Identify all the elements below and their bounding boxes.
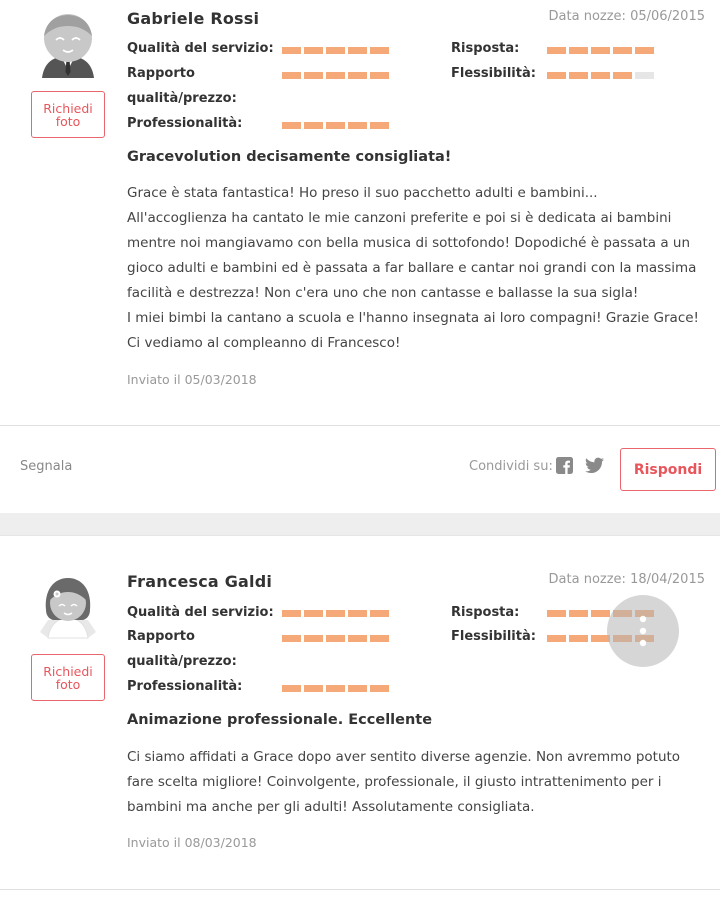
rating-segment — [348, 122, 367, 129]
rating-segment — [547, 47, 566, 54]
rating-bar-value — [282, 635, 389, 642]
wedding-date: Data nozze: 18/04/2015 — [548, 572, 705, 587]
review-paragraph: Ci siamo affidati a Grace dopo aver sentito diverse agenzie. Non avremmo potuto fare scelta migliore! Coinvolgente, professionale, il giusto intrattenimento per i bambini ma anche per gli adulti! Assolutamente consigliata. — [127, 749, 681, 815]
rating-segment — [326, 685, 345, 692]
rating-label-flexibility: Flessibilità: — [451, 66, 536, 81]
rating-segment — [370, 685, 389, 692]
rating-bar-value — [282, 72, 389, 79]
review-body — [127, 745, 699, 820]
rating-segment — [635, 72, 654, 79]
rating-segment — [326, 122, 345, 129]
review-card — [0, 535, 720, 890]
rating-segment — [348, 635, 367, 642]
rating-segment — [282, 122, 301, 129]
rating-segment — [304, 122, 323, 129]
rating-segment — [304, 72, 323, 79]
share-label: Condividi su: — [469, 459, 553, 474]
rating-segment — [370, 610, 389, 617]
rating-label-value-line1: Rapporto — [127, 66, 195, 81]
rating-label-quality: Qualità del servizio: — [127, 41, 274, 56]
rating-bar-quality — [282, 47, 389, 54]
request-photo-button[interactable]: Richiedi foto — [31, 654, 105, 701]
review-body — [127, 181, 699, 356]
rating-bar-response — [547, 47, 654, 54]
rating-segment — [326, 47, 345, 54]
rating-segment — [591, 47, 610, 54]
rating-segment — [282, 685, 301, 692]
rating-segment — [304, 685, 323, 692]
rating-label-quality: Qualità del servizio: — [127, 605, 274, 620]
reviewer-name: Francesca Galdi — [127, 572, 273, 591]
rating-bar-flexibility — [547, 72, 654, 79]
rating-segment — [569, 635, 588, 642]
rating-label-professionalism: Professionalità: — [127, 679, 243, 694]
rating-label-response: Risposta: — [451, 41, 520, 56]
rating-segment — [569, 610, 588, 617]
rating-segment — [591, 72, 610, 79]
rating-label-value-line1: Rapporto — [127, 629, 195, 644]
rating-segment — [282, 47, 301, 54]
rating-segment — [348, 72, 367, 79]
rating-segment — [348, 685, 367, 692]
rating-segment — [370, 47, 389, 54]
rating-segment — [326, 610, 345, 617]
rating-segment — [547, 635, 566, 642]
rating-segment — [613, 72, 632, 79]
rating-bar-professionalism — [282, 685, 389, 692]
rating-segment — [326, 72, 345, 79]
rating-segment — [282, 635, 301, 642]
sent-date: Inviato il 05/03/2018 — [127, 372, 257, 387]
rating-segment — [326, 635, 345, 642]
rating-segment — [370, 122, 389, 129]
review-separator — [0, 513, 720, 535]
twitter-icon[interactable] — [585, 457, 604, 474]
review-paragraph: Grace è stata fantastica! Ho preso il suo pacchetto adulti e bambini... All'accoglienza ha cantato le mie canzoni preferite e poi si è dedicata ai bambini mentre noi mangiavamo con bella musica di sottofondo! Dopodiché è passata a un gioco adulti e bambini ed è passata a far ballare e cantar noi grandi con la massima facilità e destrezza! Non c'era uno che non cantasse e ballasse la sua sigla! — [127, 185, 697, 301]
request-photo-button[interactable]: Richiedi foto — [31, 91, 105, 138]
rating-label-value-line2: qualità/prezzo: — [127, 654, 237, 669]
floating-menu-button[interactable] — [607, 595, 679, 667]
sent-date: Inviato il 08/03/2018 — [127, 835, 257, 850]
rating-segment — [304, 635, 323, 642]
rating-segment — [591, 610, 610, 617]
review-card — [0, 0, 720, 426]
rating-segment — [282, 72, 301, 79]
groom-avatar-icon — [38, 12, 98, 80]
rating-segment — [370, 635, 389, 642]
rating-segment — [613, 47, 632, 54]
report-link[interactable]: Segnala — [20, 459, 73, 474]
review-actions-bar — [0, 427, 720, 513]
reviewer-name: Gabriele Rossi — [127, 9, 260, 28]
reply-button[interactable]: Rispondi — [620, 448, 716, 491]
rating-segment — [547, 72, 566, 79]
rating-segment — [304, 610, 323, 617]
rating-label-professionalism: Professionalità: — [127, 116, 243, 131]
review-title: Gracevolution decisamente consigliata! — [127, 149, 452, 165]
rating-segment — [547, 610, 566, 617]
review-paragraph: I miei bimbi la cantano a scuola e l'hanno insegnata ai loro compagni! Grazie Grace! Ci vediamo al compleanno di Francesco! — [127, 310, 699, 351]
rating-label-value-line2: qualità/prezzo: — [127, 91, 237, 106]
review-title: Animazione professionale. Eccellente — [127, 712, 433, 728]
rating-bar-quality — [282, 610, 389, 617]
rating-label-response: Risposta: — [451, 605, 520, 620]
rating-bar-professionalism — [282, 122, 389, 129]
facebook-square-icon[interactable] — [556, 457, 573, 474]
wedding-date: Data nozze: 05/06/2015 — [548, 9, 705, 24]
rating-label-flexibility: Flessibilità: — [451, 629, 536, 644]
rating-segment — [569, 47, 588, 54]
rating-segment — [635, 47, 654, 54]
rating-segment — [569, 72, 588, 79]
rating-segment — [304, 47, 323, 54]
rating-segment — [348, 610, 367, 617]
rating-segment — [348, 47, 367, 54]
more-vertical-icon — [638, 614, 648, 648]
rating-segment — [370, 72, 389, 79]
bride-avatar-icon — [38, 576, 98, 644]
rating-segment — [282, 610, 301, 617]
